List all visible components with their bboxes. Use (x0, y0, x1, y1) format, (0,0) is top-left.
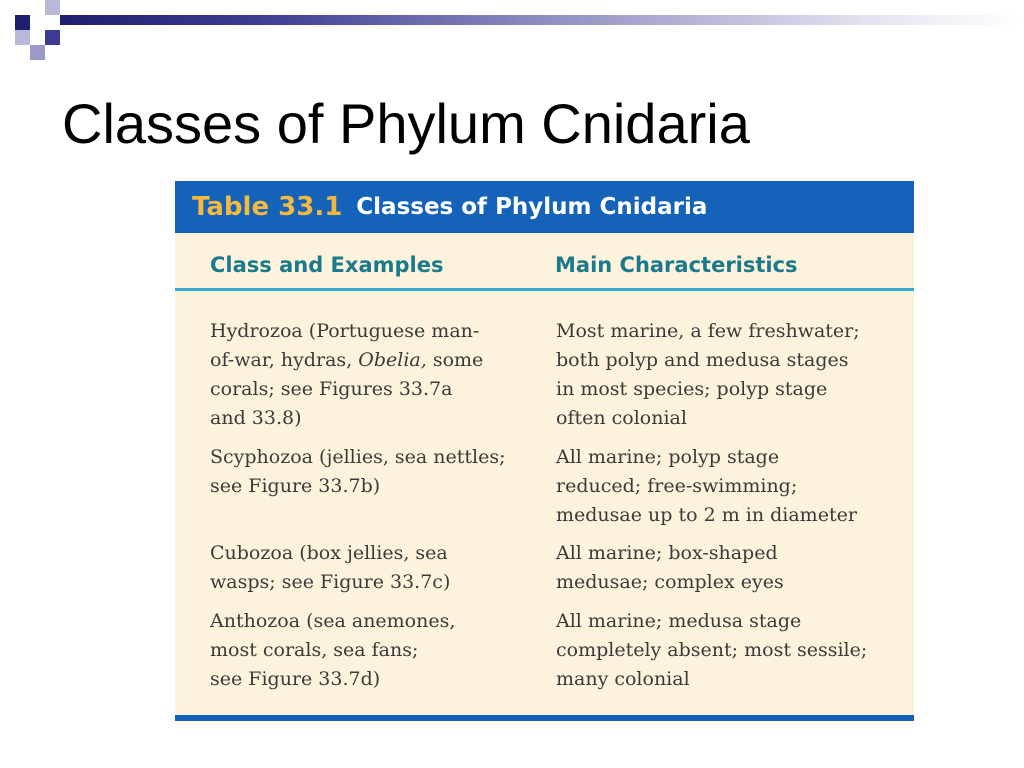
table-caption: Classes of Phylum Cnidaria (356, 194, 708, 220)
cell-line: Hydrozoa (Portuguese man- (210, 320, 480, 342)
cell-line: completely absent; most sessile; (556, 639, 868, 661)
cell-line: many colonial (556, 668, 690, 690)
column-heading-class: Class and Examples (210, 253, 444, 277)
title-gradient-bar (60, 15, 1024, 25)
cell-line: and 33.8) (210, 407, 302, 429)
cell-line: All marine; medusa stage (556, 610, 802, 632)
deco-square (15, 30, 30, 45)
cell-line: of-war, hydras, (210, 349, 359, 371)
cell-line: All marine; polyp stage (556, 446, 780, 468)
cell-line: Cubozoa (box jellies, sea (210, 542, 448, 564)
deco-square (45, 0, 60, 15)
cell-line: medusae; complex eyes (556, 571, 784, 593)
cell-line: All marine; box-shaped (556, 542, 778, 564)
deco-square (15, 15, 30, 30)
genus-name: Obelia, (358, 349, 427, 371)
table-row-characteristics-cell (556, 317, 906, 433)
deco-square (45, 30, 60, 45)
cell-line: see Figure 33.7d) (210, 668, 381, 690)
table-row-class-cell (210, 317, 540, 433)
table-row-characteristics-cell (556, 539, 906, 597)
deco-square (30, 0, 45, 15)
table-header (175, 181, 914, 233)
deco-square (45, 15, 60, 30)
cell-line: corals; see Figures 33.7a (210, 378, 453, 400)
cell-line: see Figure 33.7b) (210, 475, 381, 497)
cell-line: some (426, 349, 484, 371)
deco-square (30, 30, 45, 45)
header-rule (175, 288, 914, 291)
cell-line: medusae up to 2 m in diameter (556, 504, 857, 526)
table-bottom-rule (175, 715, 914, 721)
cell-line: reduced; free-swimming; (556, 475, 798, 497)
cnidaria-table (175, 181, 914, 721)
table-row-characteristics-cell (556, 443, 906, 530)
cell-line: both polyp and medusa stages (556, 349, 849, 371)
table-number: Table 33.1 (192, 192, 343, 222)
cell-line: often colonial (556, 407, 687, 429)
cell-line: most corals, sea fans; (210, 639, 419, 661)
table-row-characteristics-cell (556, 607, 906, 694)
cell-line: wasps; see Figure 33.7c) (210, 571, 451, 593)
slide-title: Classes of Phylum Cnidaria (62, 92, 750, 155)
cell-line: in most species; polyp stage (556, 378, 828, 400)
cell-line: Anthozoa (sea anemones, (210, 610, 456, 632)
cell-line: Most marine, a few freshwater; (556, 320, 860, 342)
table-row-class-cell (210, 443, 540, 501)
deco-square (30, 45, 45, 60)
table-row-class-cell (210, 539, 540, 597)
column-heading-characteristics: Main Characteristics (555, 253, 798, 277)
table-row-class-cell (210, 607, 540, 694)
cell-line: Scyphozoa (jellies, sea nettles; (210, 446, 506, 468)
